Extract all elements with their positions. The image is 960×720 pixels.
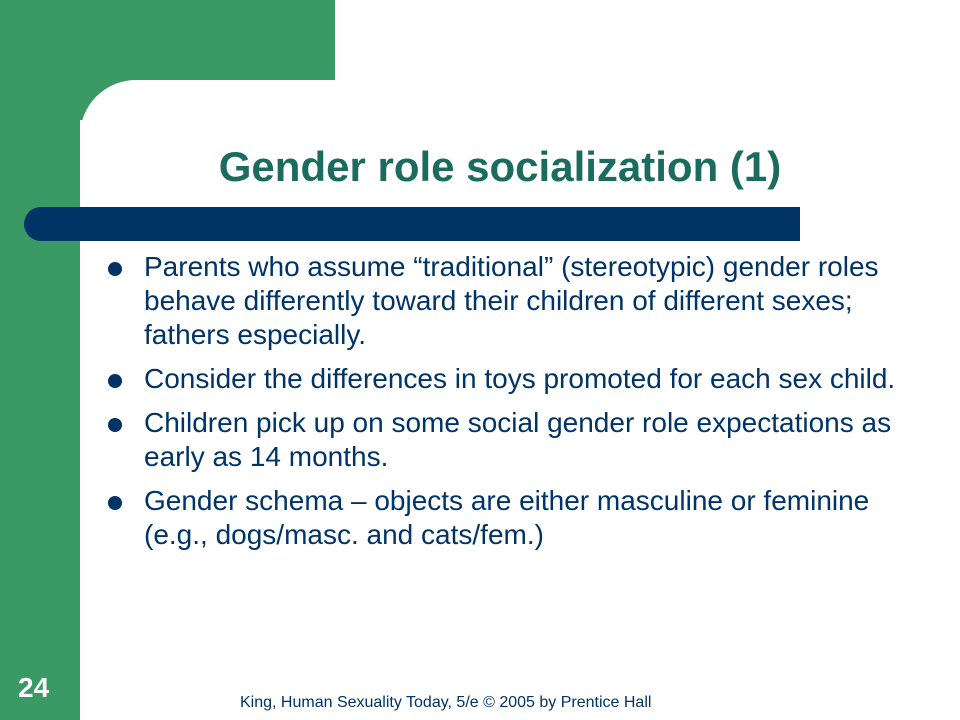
bullet-text: Consider the differences in toys promoted for each sex child. — [144, 363, 896, 394]
slide-number: 24 — [18, 672, 50, 703]
bullet-dot-icon — [108, 496, 122, 510]
bullet-item — [108, 250, 908, 352]
bullet-item — [108, 406, 908, 474]
footer-credit: King, Human Sexuality Today, 5/e © 2005 by Prentice Hall — [240, 694, 652, 711]
bullet-text: Parents who assume “traditional” (stereotypic) gender roles behave differently toward their children of different sexes; fathers especially. — [144, 251, 879, 350]
bullet-dot-icon — [108, 262, 122, 276]
bullet-text: Children pick up on some social gender role expectations as early as 14 months. — [144, 407, 892, 472]
slide-title: Gender role socialization (1) — [218, 143, 782, 190]
title-rule-bar — [24, 207, 800, 241]
bullet-dot-icon — [108, 418, 122, 432]
green-left-band — [0, 0, 80, 720]
bullet-dot-icon — [108, 374, 122, 388]
bullet-text: Gender schema – objects are either masculine or feminine (e.g., dogs/masc. and cats/fem.) — [144, 485, 870, 550]
bullet-item — [108, 484, 908, 552]
bullet-item — [108, 362, 908, 396]
bullet-list — [108, 250, 908, 562]
